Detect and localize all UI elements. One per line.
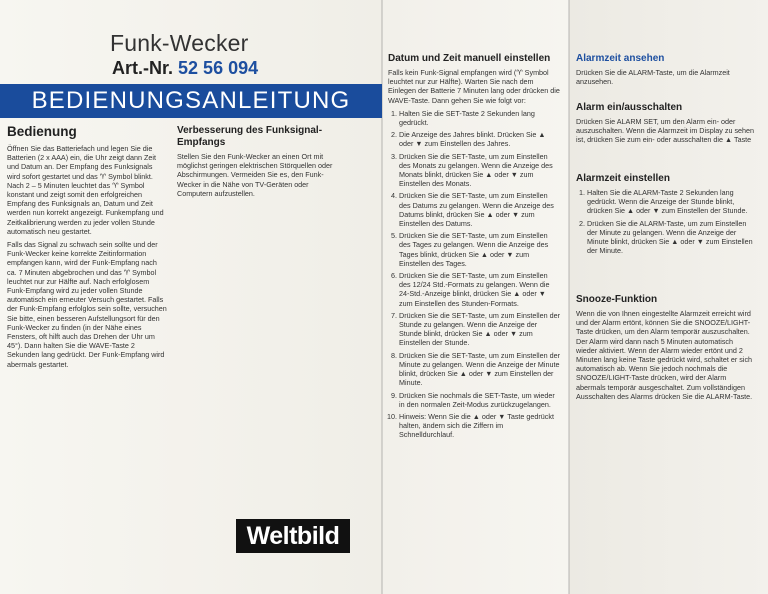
paragraph: Falls das Signal zu schwach sein sollte und der Funk-Wecker keine korrekte Zeitinformation empfangen kann, wird der Funk-Empfang nach ca. 7 Minuten abgebrochen und das ♈ Symbol leuchtet nur zur Hälfte auf. Nach erfolglosem Funk-Empfang wird zu jeder vollen Stunde automatisch ein erneuter Versuch gestartet. Falls der Funk-Empfang erfolglos sein sollte, versuchen Sie bitte, einen besseren Aufstellungsort für den Funk-Wecker zu finden (in der Nähe eines Fensters, oft hilft auch das Drehen der Uhr um 45°). Dann halten Sie die WAVE-Taste 2 Sekunden lang gedrückt. Der Funk-Empfang wird abermals gestartet. [7,240,167,369]
list-item: 10. Hinweis: Wenn Sie die ▲ oder ▼ Taste gedrückt halten, ändern sich die Ziffern im Schnelldurchlauf. [399,412,560,440]
section-heading-verbesserung: Verbesserung des Funksignal-Empfangs [177,125,323,148]
paragraph: Falls kein Funk-Signal empfangen wird (♈ Symbol leuchtet nur zur Hälfte). Warten Sie nach dem Einlegen der Batterie 7 Minuten lang oder drücken die WAVE-Taste. Dann gehen Sie wie folgt vor: [388,68,560,105]
paragraph: Öffnen Sie das Batteriefach und legen Sie die Batterien (2 x AAA) ein, die Uhr zeigt dann Zeit und Datum an. Der Empfang des Funksignals wird sofort gestartet und das ♈ Symbol blinkt. Nach 2 – 5 Minuten leuchtet das ♈ Symbol konstant und zeigt somit den erfolgreichen Empfang des Funksignals an, Datum und Zeit werden nun korrekt angezeigt. Funkempfang und Zeitkalibrierung werden zu jeder vollen Stunde automatisch neu gestartet. [7,144,164,236]
manual-banner: BEDIENUNGSANLEITUNG [0,84,382,118]
paragraph: Drücken Sie die ALARM-Taste, um die Alarmzeit anzusehen. [576,68,730,87]
list-item: 4. Drücken Sie die SET-Taste, um zum Einstellen des Datums zu gelangen. Wenn die Anzeige des Datums blinkt, drücken Sie ▲ oder ▼ zum Einstellen des Datums. [399,191,560,228]
verbesserung-section [177,125,337,202]
alarm-set-section [576,173,756,258]
product-title: Funk-Wecker [110,30,249,56]
fold-line [568,0,570,594]
paragraph: Drücken Sie ALARM SET, um den Alarm ein- oder auszuschalten. Wenn die Alarmzeit im Display zu sehen ist, drücken Sie zum ein- oder ausschalten die ▲ Taste [576,117,755,145]
alarm-onoff-section [576,102,756,149]
section-heading-datum: Datum und Zeit manuell einstellen [388,53,551,64]
section-heading-alarmzeit: Alarmzeit ansehen [576,53,665,64]
list-item: 8. Drücken Sie die SET-Taste, um zum Einstellen der Minute zu gelangen. Wenn die Anzeige der Minute blinkt, drücken Sie ▲ oder ▼ zum Einstellen der Minute. [399,351,560,388]
section-heading-bedienung: Bedienung [7,124,77,139]
list-item: 1. Halten Sie die SET-Taste 2 Sekunden lang gedrückt. [399,109,560,127]
section-heading-alarm-set: Alarmzeit einstellen [576,173,670,184]
article-number-value: 52 56 094 [178,58,259,78]
datum-section [388,53,560,443]
list-item: 5. Drücken Sie die SET-Taste, um zum Einstellen des Tages zu gelangen. Wenn die Anzeige des Tages blinkt, drücken Sie ▲ oder ▼ zum Einstellen des Tages. [399,231,560,268]
list-item: 7. Drücken Sie die SET-Taste, um zum Einstellen der Stunde zu gelangen. Wenn die Anzeige der Stunde blinkt, drücken Sie ▲ oder ▼ zum Einstellen der Stunde. [399,311,560,348]
article-number [112,58,258,79]
weltbild-logo: Weltbild [236,519,350,553]
article-number-label: Art.-Nr. [112,58,174,78]
paragraph: Stellen Sie den Funk-Wecker an einen Ort mit möglichst geringen elektrischen Störquellen oder Abschirmungen. Vermeiden Sie es, den Funk-Wecker in die Nähe von TV-Geräten oder Computern aufzustellen. [177,152,333,198]
list-item: 1. Halten Sie die ALARM-Taste 2 Sekunden lang gedrückt. Wenn die Anzeige der Stunde blinkt, drücken Sie ▲ oder ▼ zum Einstellen der Stunde. [587,188,756,216]
list-item: 3. Drücken Sie die SET-Taste, um zum Einstellen des Monats zu gelangen. Wenn die Anzeige des Monats blinkt, drücken Sie ▲ oder ▼ zum Einstellen des Monats. [399,152,560,189]
section-heading-alarm-onoff: Alarm ein/ausschalten [576,102,683,113]
snooze-section [576,294,756,405]
steps-list [388,109,560,440]
bedienung-text [7,144,167,373]
alarmzeit-section [576,53,756,90]
paragraph: Wenn die von Ihnen eingestellte Alarmzeit erreicht wird und der Alarm ertönt, können Sie die SNOOZE/LIGHT-Taste drücken, um den Alarm temporär auszuschalten. Der Alarm wird dann nach 5 Minuten automatisch wieder aktiviert. Wenn der Alarm wieder ertönt und 2 Minuten lang keine Taste gedrückt wird, schaltet er sich automatisch ab. Wenn Sie jedoch nochmals die SNOOZE/LIGHT-Taste drücken, wird der Alarm abermals temporär ausgeschaltet. Zum vollständigen Ausschalten des Alarms drücken Sie die ALARM-Taste. [576,309,753,401]
list-item: 9. Drücken Sie nochmals die SET-Taste, um wieder in den normalen Zeit-Modus zurückzugelangen. [399,391,560,409]
steps-list [576,188,756,255]
list-item: 2. Die Anzeige des Jahres blinkt. Drücken Sie ▲ oder ▼ zum Einstellen des Jahres. [399,130,560,148]
list-item: 6. Drücken Sie die SET-Taste, um zum Einstellen des 12/24 Std.-Formats zu gelangen. Wenn die 24-Std.-Anzeige blinkt, drücken Sie ▲ oder ▼ zum Einstellen des Stunden-Formats. [399,271,560,308]
section-heading-snooze: Snooze-Funktion [576,294,658,305]
list-item: 2. Drücken Sie die ALARM-Taste, um zum Einstellen der Minute zu gelangen. Wenn die Anzeige der Minute blinkt, drücken Sie ▲ oder ▼ zum Einstellen der Minute. [587,219,756,256]
